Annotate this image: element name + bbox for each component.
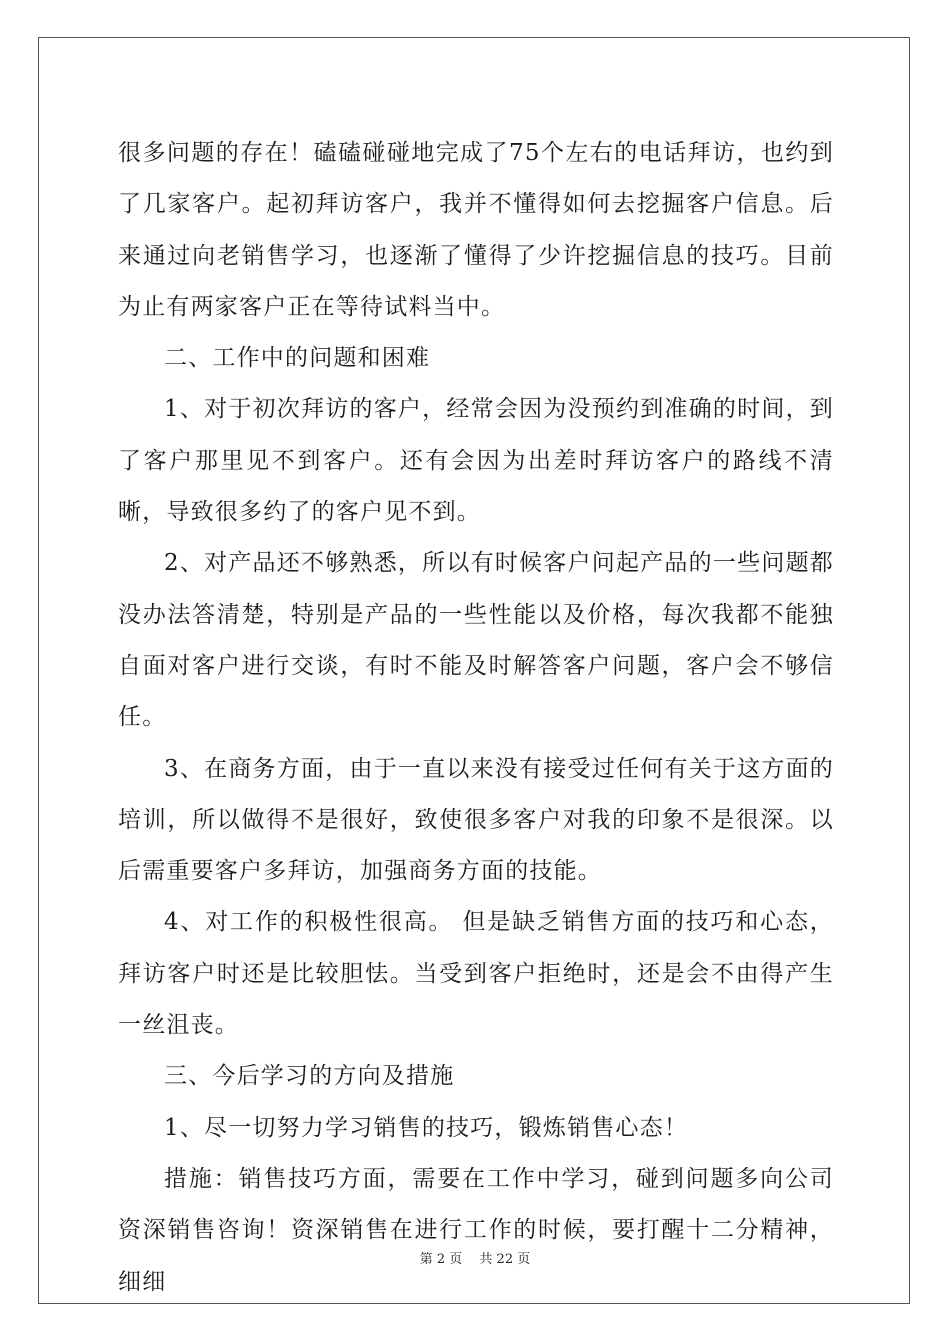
paragraph-problem-2: 2、对产品还不够熟悉，所以有时候客户问起产品的一些问题都没办法答清楚，特别是产品的一些性能以及价格，每次我都不能独自面对客户进行交谈，有时不能及时解答客户问题，客户会不够信任。	[118, 550, 834, 731]
section-heading-problems: 二、工作中的问题和困难	[164, 345, 431, 372]
section-heading-future: 三、今后学习的方向及措施	[164, 1063, 455, 1090]
paragraph-1: 很多问题的存在！磕磕碰碰地完成了75个左右的电话拜访，也约到了几家客户。起初拜访客户，我并不懂得如何去挖掘客户信息。后来通过向老销售学习，也逐渐了懂得了少许挖掘信息的技巧。目前为止有两家客户正在等待试料当中。	[118, 140, 834, 320]
page-number-label: 第 2 页 共 22 页	[419, 1252, 531, 1267]
paragraph-problem-4: 4、对工作的积极性很高。 但是缺乏销售方面的技巧和心态，拜访客户时还是比较胆怯。当受到客户拒绝时，还是会不由得产生一丝沮丧。	[118, 909, 834, 1039]
page-footer	[0, 1248, 950, 1267]
document-body	[118, 128, 834, 1308]
paragraph-future-1: 1、尽一切努力学习销售的技巧，锻炼销售心态！	[164, 1114, 689, 1141]
paragraph-problem-1: 1、对于初次拜访的客户，经常会因为没预约到准确的时间，到了客户那里见不到客户。还有会因为出差时拜访客户的路线不清晰，导致很多约了的客户见不到。	[118, 396, 834, 526]
paragraph-problem-3: 3、在商务方面，由于一直以来没有接受过任何有关于这方面的培训，所以做得不是很好，致使很多客户对我的印象不是很深。以后需重要客户多拜访，加强商务方面的技能。	[118, 755, 834, 885]
paragraph-measures: 措施：销售技巧方面，需要在工作中学习，碰到问题多向公司资深销售咨询！资深销售在进行工作的时候，要打醒十二分精神，细细	[118, 1165, 834, 1295]
